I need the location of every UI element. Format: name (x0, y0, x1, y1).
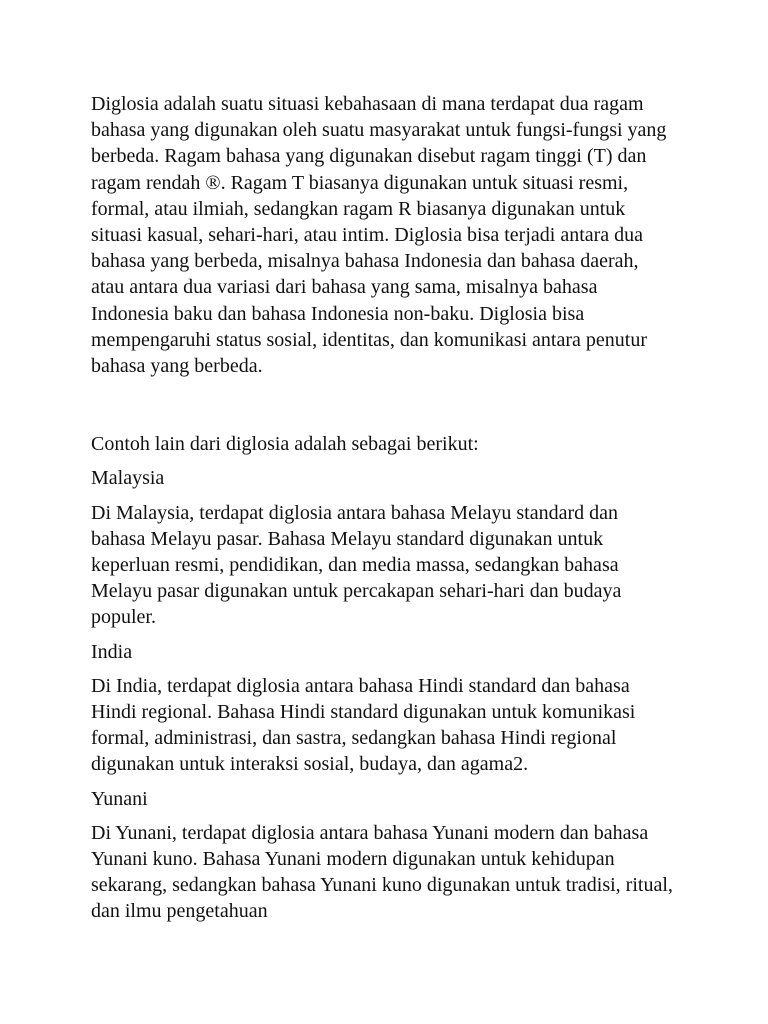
paragraph-line: Hindi regional. Bahasa Hindi standard digunakan untuk komunikasi (91, 701, 636, 724)
section-heading-india: India (91, 640, 133, 663)
paragraph-line: keperluan resmi, pendidikan, dan media massa, sedangkan bahasa (91, 554, 619, 577)
paragraph-line: Melayu pasar digunakan untuk percakapan sehari-hari dan budaya (91, 580, 622, 603)
intro-line: mempengaruhi status sosial, identitas, dan komunikasi antara penutur (91, 328, 647, 351)
section-paragraph-malaysia (91, 500, 691, 631)
paragraph-line: digunakan untuk interaksi sosial, budaya, dan agama2. (91, 753, 529, 776)
paragraph-line: bahasa Melayu pasar. Bahasa Melayu standard digunakan untuk (91, 527, 604, 550)
paragraph-line: dan ilmu pengetahuan (91, 900, 268, 923)
section-heading-yunani: Yunani (91, 787, 148, 810)
paragraph-line: populer. (91, 606, 156, 629)
intro-line: formal, atau ilmiah, sedangkan ragam R biasanya digunakan untuk (91, 197, 626, 220)
intro-line: Indonesia baku dan bahasa Indonesia non-baku. Diglosia bisa (91, 302, 585, 325)
paragraph-line: Di India, terdapat diglosia antara bahasa Hindi standard dan bahasa (91, 674, 630, 697)
intro-paragraph (91, 91, 691, 379)
intro-line: Diglosia adalah suatu situasi kebahasaan di mana terdapat dua ragam (91, 93, 644, 115)
intro-line: berbeda. Ragam bahasa yang digunakan disebut ragam tinggi (T) dan (91, 145, 647, 168)
paragraph-line: sekarang, sedangkan bahasa Yunani kuno digunakan untuk tradisi, ritual, (91, 874, 673, 897)
paragraph-line: Di Yunani, terdapat diglosia antara bahasa Yunani modern dan bahasa (91, 821, 649, 844)
intro-line: situasi kasual, sehari-hari, atau intim. Diglosia bisa terjadi antara dua (91, 224, 644, 247)
section-paragraph-yunani (91, 820, 691, 925)
document-page (91, 91, 691, 933)
paragraph-line: Yunani kuno. Bahasa Yunani modern digunakan untuk kehidupan (91, 848, 615, 871)
paragraph-line: Di Malaysia, terdapat diglosia antara bahasa Melayu standard dan (91, 501, 619, 524)
intro-line: atau antara dua variasi dari bahasa yang sama, misalnya bahasa (91, 276, 598, 299)
intro-line: bahasa yang berbeda. (91, 355, 263, 378)
intro-line: bahasa yang berbeda, misalnya bahasa Indonesia dan bahasa daerah, (91, 250, 639, 273)
section-heading-malaysia: Malaysia (91, 467, 165, 490)
intro-line: bahasa yang digunakan oleh suatu masyarakat untuk fungsi-fungsi yang (91, 119, 667, 142)
paragraph-line: formal, administrasi, dan sastra, sedangkan bahasa Hindi regional (91, 727, 617, 750)
examples-lead: Contoh lain dari diglosia adalah sebagai berikut: (91, 433, 479, 456)
section-paragraph-india (91, 673, 691, 778)
intro-line: ragam rendah ®. Ragam T biasanya digunakan untuk situasi resmi, (91, 171, 629, 194)
